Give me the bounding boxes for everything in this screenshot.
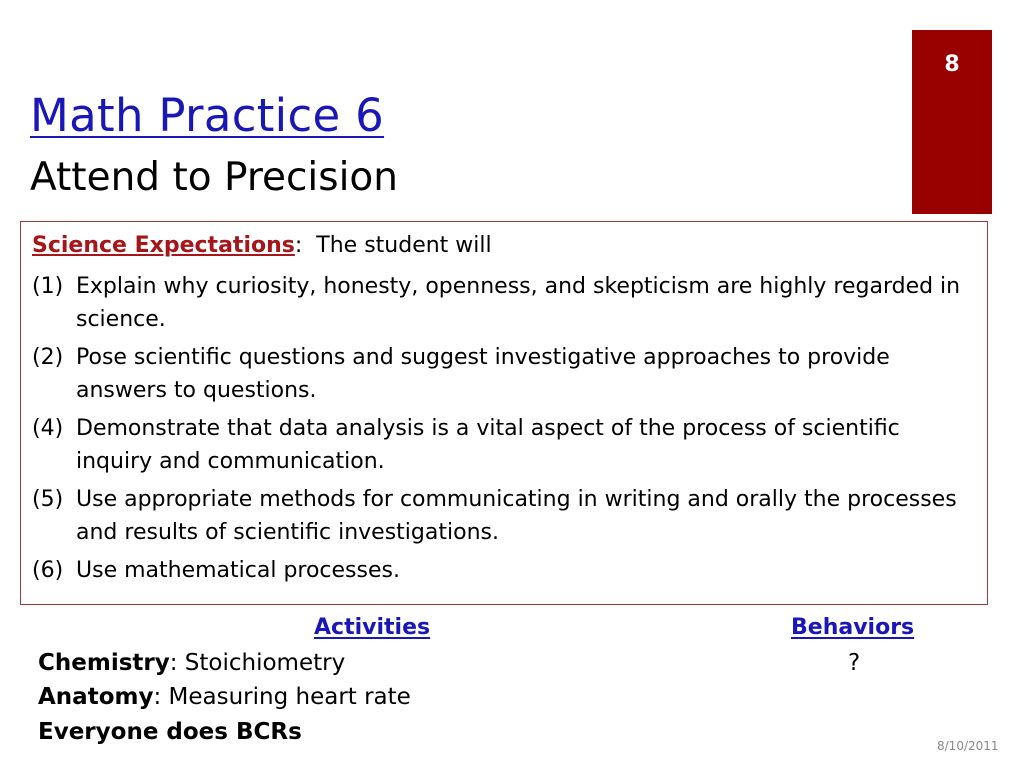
expectation-item bbox=[32, 554, 982, 587]
slide-number-bar bbox=[912, 30, 992, 214]
activity-anatomy-label: Anatomy bbox=[38, 684, 154, 710]
expectations-colon: : bbox=[294, 233, 303, 258]
slide-number: 8 bbox=[944, 52, 960, 77]
expectation-text: Demonstrate that data analysis is a vital aspect of the process of scientific inquiry and communication. bbox=[76, 416, 900, 474]
activity-everyone-text: Everyone does BCRs bbox=[38, 719, 302, 745]
expectation-text: Pose scientific questions and suggest investigative approaches to provide answers to questions. bbox=[76, 345, 890, 403]
expectations-label: Science Expectations bbox=[32, 233, 295, 258]
expectation-text: Use appropriate methods for communicating in writing and orally the processes and results of scientific investigations. bbox=[76, 487, 957, 545]
slide-title[interactable]: Math Practice 6 bbox=[30, 89, 385, 142]
activity-everyone bbox=[38, 718, 302, 746]
slide-subtitle: Attend to Precision bbox=[30, 155, 399, 200]
expectations-list bbox=[32, 270, 982, 592]
activity-anatomy bbox=[38, 683, 411, 711]
slide-date: 8/10/2011 bbox=[937, 739, 999, 753]
expectation-number: (6) bbox=[32, 558, 64, 583]
expectations-box bbox=[20, 221, 988, 605]
activity-chemistry-label: Chemistry bbox=[38, 650, 170, 676]
expectations-lead: The student will bbox=[316, 233, 492, 258]
expectation-item bbox=[32, 341, 982, 407]
activities-header: Activities bbox=[314, 615, 431, 640]
expectation-item bbox=[32, 270, 982, 336]
expectation-number: (4) bbox=[32, 416, 64, 441]
expectation-number: (1) bbox=[32, 274, 64, 299]
behaviors-value: ? bbox=[848, 650, 861, 676]
expectation-number: (5) bbox=[32, 487, 64, 512]
expectation-text: Use mathematical processes. bbox=[76, 558, 400, 583]
activity-chemistry-value: : Stoichiometry bbox=[169, 650, 346, 676]
activity-anatomy-value: : Measuring heart rate bbox=[153, 684, 411, 710]
expectation-number: (2) bbox=[32, 345, 64, 370]
behaviors-header: Behaviors bbox=[791, 615, 915, 640]
expectation-text: Explain why curiosity, honesty, openness, and skepticism are highly regarded in science. bbox=[76, 274, 961, 332]
activity-chemistry bbox=[38, 649, 345, 677]
expectation-item bbox=[32, 483, 982, 549]
expectation-item bbox=[32, 412, 982, 478]
expectations-heading bbox=[32, 232, 492, 260]
